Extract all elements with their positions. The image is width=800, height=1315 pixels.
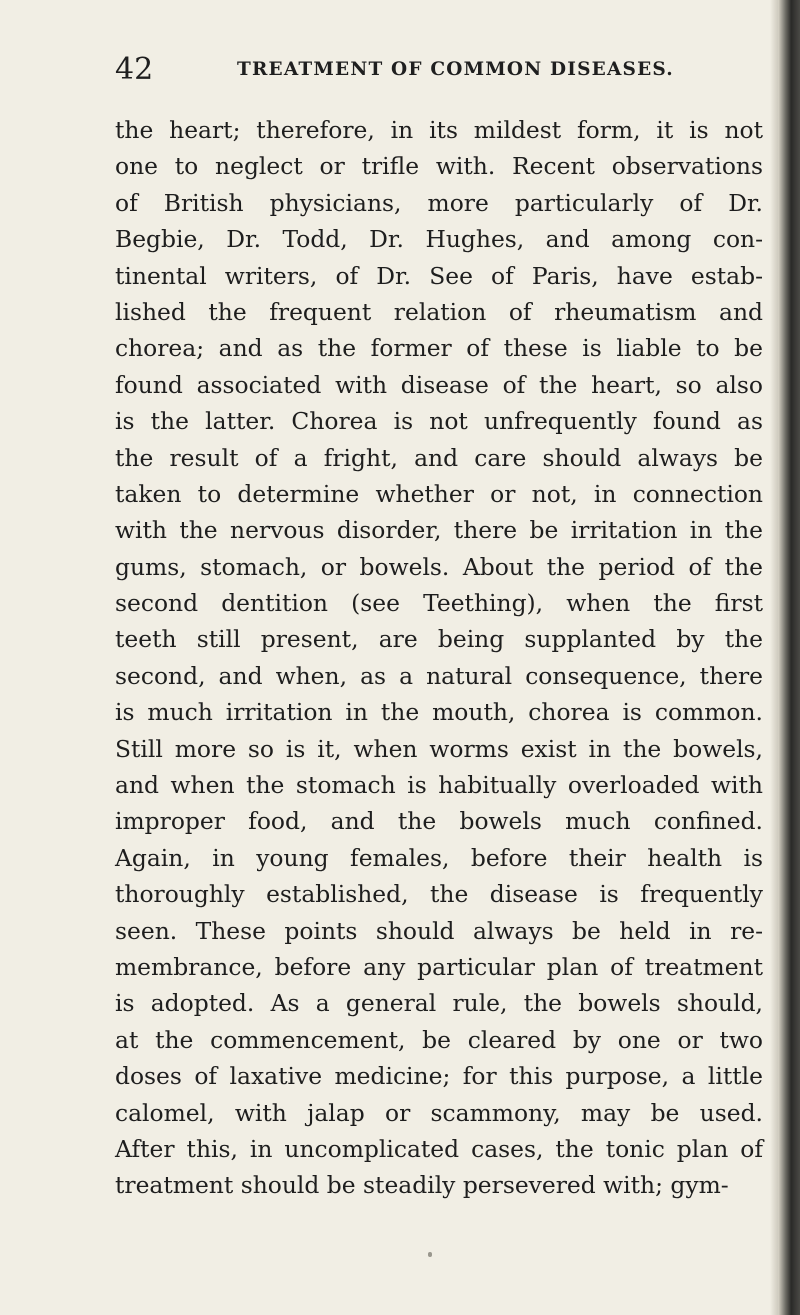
text-line: is adopted. As a general rule, the bowels should, <box>115 989 763 1018</box>
text-line: tinental writers, of Dr. See of Paris, have estab- <box>115 261 763 290</box>
text-line: improper food, and the bowels much confined. <box>115 807 763 836</box>
text-line: doses of laxative medicine; for this purpose, a little <box>115 1062 763 1091</box>
body-text <box>115 112 763 1204</box>
text-line: is much irritation in the mouth, chorea is common. <box>115 698 763 727</box>
text-line: Still more so is it, when worms exist in the bowels, <box>115 734 763 763</box>
text-line: lished the frequent relation of rheumatism and <box>115 297 763 326</box>
page-number: 42 <box>115 52 154 87</box>
text-line: membrance, before any particular plan of treatment <box>115 952 763 981</box>
text-line: seen. These points should always be held in re- <box>115 916 763 945</box>
text-line: found associated with disease of the heart, so also <box>115 370 763 399</box>
page-gutter-shadow <box>770 0 778 1315</box>
text-line: treatment should be steadily persevered with; gym- <box>115 1171 729 1200</box>
text-line: one to neglect or trifle with. Recent observations <box>115 152 763 181</box>
text-line: calomel, with jalap or scammony, may be used. <box>115 1098 763 1127</box>
text-line: at the commencement, be cleared by one or two <box>115 1025 763 1054</box>
text-line: Again, in young females, before their health is <box>115 843 763 872</box>
text-line: is the latter. Chorea is not unfrequently found as <box>115 407 763 436</box>
text-line: second, and when, as a natural consequence, there <box>115 661 763 690</box>
running-head: TREATMENT OF COMMON DISEASES. <box>237 59 674 80</box>
text-line: After this, in uncomplicated cases, the tonic plan of <box>115 1134 763 1163</box>
text-line: the heart; therefore, in its mildest form, it is not <box>115 116 763 144</box>
page-binding-edge <box>778 0 800 1315</box>
text-line: of British physicians, more particularly of Dr. <box>115 188 763 217</box>
text-line: teeth still present, are being supplanted by the <box>115 625 763 654</box>
text-line: thoroughly established, the disease is frequently <box>115 880 763 909</box>
page-header <box>115 52 755 92</box>
text-line: chorea; and as the former of these is liable to be <box>115 334 763 363</box>
text-line: taken to determine whether or not, in connection <box>115 479 763 508</box>
text-line: and when the stomach is habitually overloaded with <box>115 771 763 800</box>
text-line: with the nervous disorder, there be irritation in the <box>115 516 763 545</box>
text-line: second dentition (see Teething), when the first <box>115 589 763 618</box>
paper-speck <box>428 1252 432 1257</box>
text-line: the result of a fright, and care should always be <box>115 443 763 472</box>
text-line: gums, stomach, or bowels. About the period of the <box>115 552 763 581</box>
text-line: Begbie, Dr. Todd, Dr. Hughes, and among con- <box>115 225 763 254</box>
